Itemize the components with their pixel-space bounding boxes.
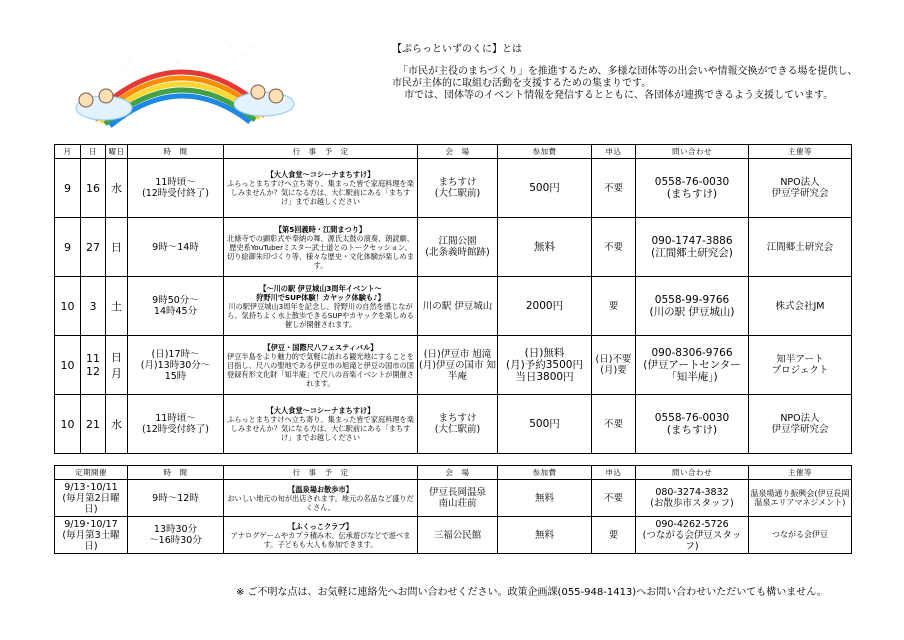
fee-cell: 無料: [498, 517, 592, 554]
contact-cell: 0558-99-9766 (川の駅 伊豆城山): [636, 277, 749, 336]
event-description: ふらっとまちすけへ立ち寄り、集まった皆で家庭料理を楽しみませんか？気になる方は、大仁駅前にある「まちすけ」までお越しください: [227, 415, 414, 442]
table-row: [55, 395, 852, 454]
table-row: [55, 480, 852, 517]
event-description: 伊豆半島をより魅力的で気軽に訪れる観光地にすることを目指し、尺八の聖地である伊豆市の旭滝と伊豆の国市の国登録有形文化財「知半庵」で尺八の音楽イベントが開催されます。: [227, 351, 414, 388]
venue-cell: 川の駅 伊豆城山: [418, 277, 498, 336]
contact-cell: 090-8306-9766 (伊豆アートセンター 「知半庵」): [636, 336, 749, 395]
header-fee: 参加費: [498, 466, 592, 480]
intro-paragraph-2: 市では、団体等のイベント情報を発信するとともに、各団体が連携できるよう支援しています。: [404, 90, 834, 101]
venue-cell: まちすけ (大仁駅前): [418, 395, 498, 454]
month-cell: 10: [55, 395, 81, 454]
venue-cell: 三福公民館: [418, 517, 498, 554]
rainbow-logo-icon: [62, 34, 298, 128]
event-title: 【ふくっこクラブ】: [288, 521, 353, 531]
apply-cell: 不要: [592, 480, 636, 517]
host-cell: 江間郷土研究会: [749, 218, 852, 277]
event-cell: [224, 395, 418, 454]
day-cell: 11 12: [81, 336, 106, 395]
apply-cell: 不要: [592, 395, 636, 454]
apply-cell: 不要: [592, 159, 636, 218]
event-description: 川の駅伊豆城山3周年を記念し、狩野川の自然を感じながら、気持ちよく水上散歩できるSUPやカヤックを楽しめる催しが開催されます。: [227, 301, 414, 329]
event-title: 【大人食堂～コシーナまちすけ】: [266, 406, 375, 415]
event-schedule-table: [54, 144, 852, 454]
header-month: 月: [55, 145, 81, 159]
event-cell: [224, 159, 418, 218]
time-cell: 9時50分～ 14時45分: [128, 277, 224, 336]
apply-cell: 不要: [592, 218, 636, 277]
event-description: 北條寺での顕彰式や奉納の舞、源氏太鼓の演奏、朗読劇、歴史系YouTuberミスター武士道とのトークセッション、切り絵御朱印づくり等、様々な歴史・文化体験が楽しめます。: [227, 233, 414, 270]
venue-cell: 伊豆長岡温泉 南山荘前: [418, 480, 498, 517]
host-cell: 株式会社JM: [749, 277, 852, 336]
day-cell: 21: [81, 395, 106, 454]
time-cell: 11時頃～ (12時受付終了): [128, 159, 224, 218]
contact-cell: 0558-76-0030 (まちすけ): [636, 159, 749, 218]
header-time: 時 間: [128, 145, 224, 159]
apply-cell: 要: [592, 517, 636, 554]
apply-cell: 要: [592, 277, 636, 336]
contact-cell: 090-4262-5726 (つながる会伊豆スタッフ): [636, 517, 749, 554]
regular-events-table: [54, 465, 852, 554]
fee-cell: 2000円: [498, 277, 592, 336]
fee-cell: 無料: [498, 480, 592, 517]
event-cell: [224, 517, 418, 554]
event-description: ふらっとまちすけへ立ち寄り、集まった皆で家庭料理を楽しみませんか？気になる方は、大仁駅前にある「まちすけ」までお越しください: [227, 179, 414, 206]
header-apply: 申込: [592, 145, 636, 159]
host-cell: NPO法人 伊豆学研究会: [749, 395, 852, 454]
contact-cell: 080-3274-3832 (お散歩市スタッフ): [636, 480, 749, 517]
fee-cell: (日)無料 (月)予約3500円 当日3800円: [498, 336, 592, 395]
time-cell: 9時～14時: [128, 218, 224, 277]
day-cell: 3: [81, 277, 106, 336]
intro-title: 【ぷらっといずのくに】とは: [392, 44, 522, 55]
venue-cell: 江間公園 (北条義時館跡): [418, 218, 498, 277]
host-cell: つながる会伊豆: [749, 517, 852, 554]
footnote: ※ ご不明な点は、お気軽に連絡先へお問い合わせください。政策企画課(055-948-1413)へお問い合わせいただいても構いません。: [236, 587, 827, 598]
event-title: 【温泉場お散歩市】: [288, 484, 353, 494]
fee-cell: 500円: [498, 159, 592, 218]
rainbow-logo: [62, 34, 298, 128]
table-header-row: [55, 145, 852, 159]
header-contact: 問い合わせ: [636, 145, 749, 159]
venue-cell: (日)伊豆市 旭滝 (月)伊豆の国市 知半庵: [418, 336, 498, 395]
weekday-cell: 日: [106, 218, 128, 277]
logo-text: ぷらっといずのくに: [102, 41, 257, 77]
header-host: 主催等: [749, 145, 852, 159]
fee-cell: 無料: [498, 218, 592, 277]
time-cell: (日)17時～ (月)13時30分～ 15時: [128, 336, 224, 395]
contact-cell: 090-1747-3886 (江間郷土研究会): [636, 218, 749, 277]
time-cell: 9時～12時: [128, 480, 224, 517]
table-row: [55, 517, 852, 554]
contact-cell: 0558-76-0030 (まちすけ): [636, 395, 749, 454]
header-contact: 問い合わせ: [636, 466, 749, 480]
intro-paragraph-1: 「市民が主役のまちづくり」を推進するため、多様な団体等の出会いや情報交換ができる場を提供し、市民が主体的に取組む活動を支援するための集まりです。: [392, 66, 858, 89]
header-weekday: 曜日: [106, 145, 128, 159]
intro-section: [392, 44, 862, 102]
event-title: 【伊豆・国際尺八フェスティバル】: [263, 342, 378, 352]
host-cell: NPO法人 伊豆学研究会: [749, 159, 852, 218]
day-cell: 16: [81, 159, 106, 218]
table-row: [55, 336, 852, 395]
weekday-cell: 日 月: [106, 336, 128, 395]
header-day: 日: [81, 145, 106, 159]
month-cell: 9: [55, 159, 81, 218]
table-row: [55, 218, 852, 277]
event-cell: [224, 218, 418, 277]
header-regular-dates: 定期開催: [55, 466, 128, 480]
host-cell: 温泉場通り振興会(伊豆長岡温泉エリアマネジメント): [749, 480, 852, 517]
event-cell: [224, 277, 418, 336]
event-title: 【大人食堂～コシーナまちすけ】: [266, 170, 375, 179]
header-time: 時 間: [128, 466, 224, 480]
month-cell: 9: [55, 218, 81, 277]
header-event: 行 事 予 定: [224, 145, 418, 159]
month-cell: 10: [55, 277, 81, 336]
event-description: おいしい地元の旬が出店されます。地元の名品など盛りだくさん。: [227, 493, 414, 512]
header-fee: 参加費: [498, 145, 592, 159]
event-description: アナログゲームやカプラ積み木、伝承遊びなどで遊べます。子どもも大人も参加できます。: [230, 530, 411, 549]
event-title: 【第5回義時・江間まつり】: [274, 224, 367, 234]
header-venue: 会 場: [418, 466, 498, 480]
time-cell: 11時頃～ (12時受付終了): [128, 395, 224, 454]
event-cell: [224, 336, 418, 395]
weekday-cell: 土: [106, 277, 128, 336]
header-apply: 申込: [592, 466, 636, 480]
table-header-row: [55, 466, 852, 480]
regular-dates-cell: 9/19･10/17 (毎月第3土曜日): [55, 517, 128, 554]
venue-cell: まちすけ (大仁駅前): [418, 159, 498, 218]
fee-cell: 500円: [498, 395, 592, 454]
header-event: 行 事 予 定: [224, 466, 418, 480]
time-cell: 13時30分 ～16時30分: [128, 517, 224, 554]
weekday-cell: 水: [106, 395, 128, 454]
host-cell: 知半アート プロジェクト: [749, 336, 852, 395]
month-cell: 10: [55, 336, 81, 395]
header-host: 主催等: [749, 466, 852, 480]
apply-cell: (日)不要 (月)要: [592, 336, 636, 395]
day-cell: 27: [81, 218, 106, 277]
event-title: 【～川の駅 伊豆城山3周年イベント～ 狩野川でSUP体験！カヤック体験も♪】: [256, 283, 385, 302]
regular-dates-cell: 9/13･10/11 (毎月第2日曜日): [55, 480, 128, 517]
weekday-cell: 水: [106, 159, 128, 218]
header-venue: 会 場: [418, 145, 498, 159]
table-row: [55, 159, 852, 218]
table-row: [55, 277, 852, 336]
event-cell: [224, 480, 418, 517]
